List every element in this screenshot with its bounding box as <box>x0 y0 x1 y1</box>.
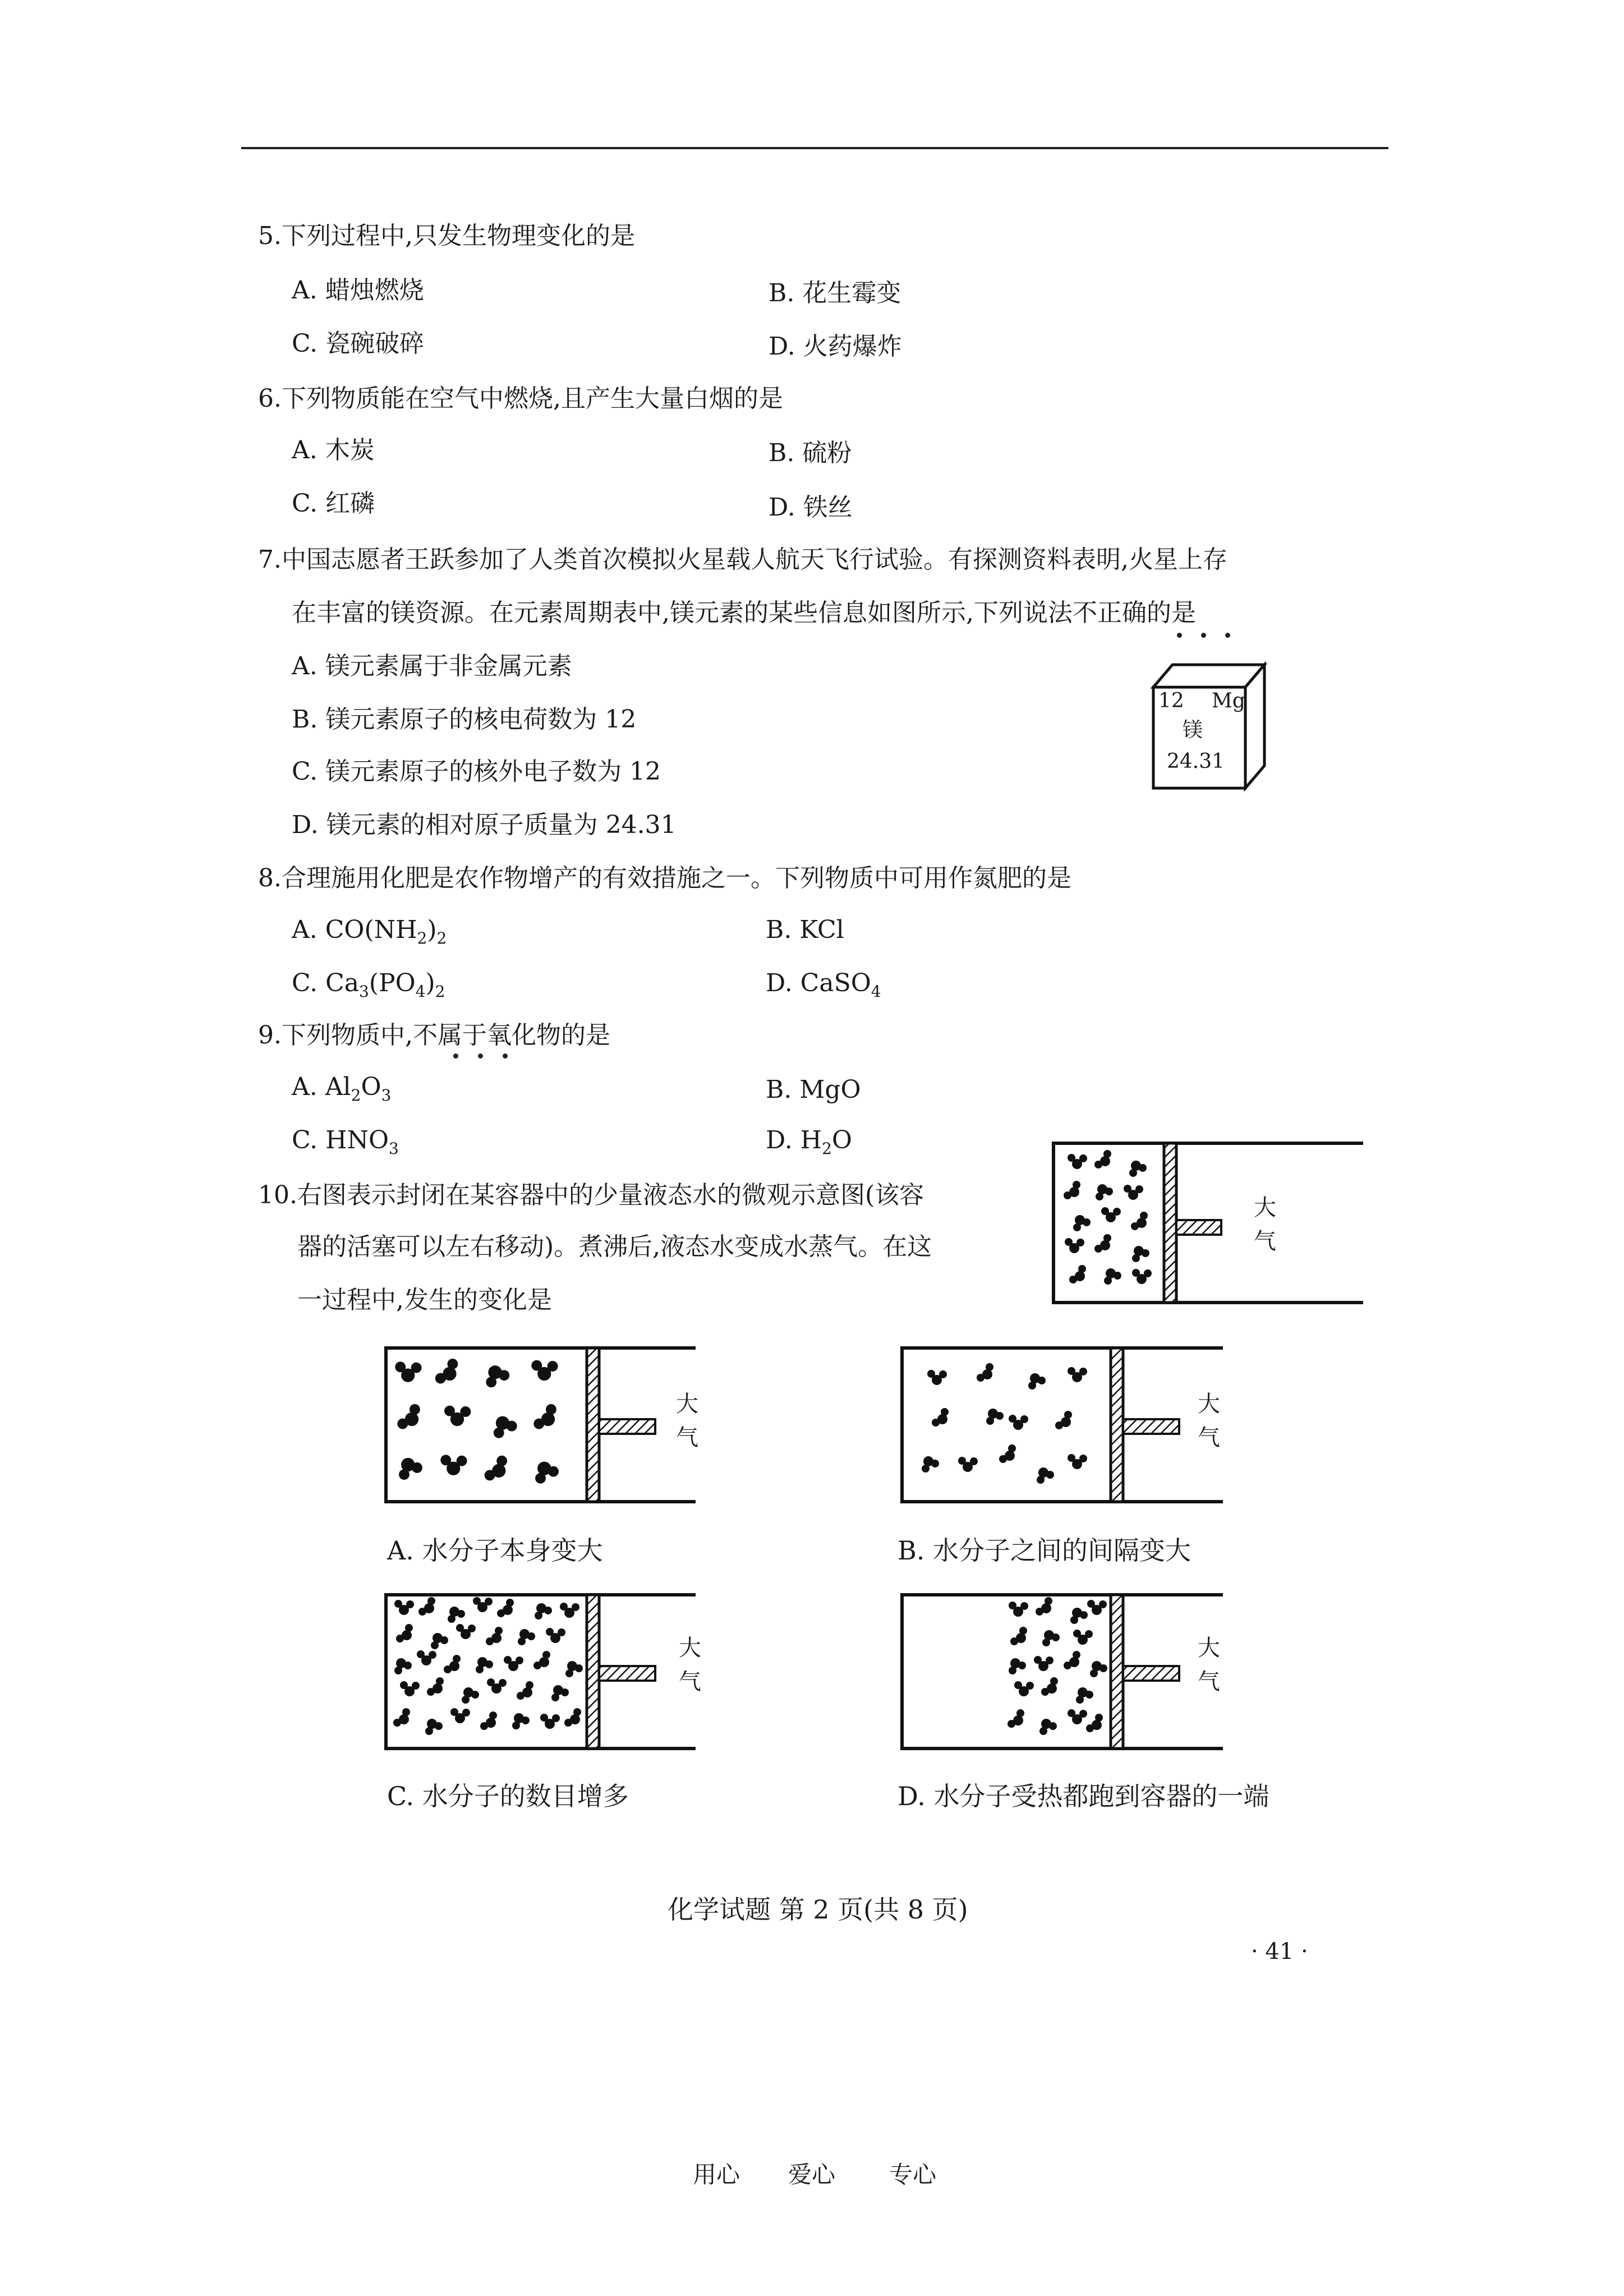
q10-stem-line2: 器的活塞可以左右移动)。煮沸后,液态水变成水蒸气。在这 <box>297 1232 932 1261</box>
q7-option-a: A. 镁元素属于非金属元素 <box>292 652 572 680</box>
q5-stem: 5.下列过程中,只发生物理变化的是 <box>258 222 635 250</box>
element-name: 镁 <box>1183 719 1203 742</box>
q10-option-d: D. 水分子受热都跑到容器的一端 <box>898 1781 1269 1811</box>
q7-option-c: C. 镁元素原子的核外电子数为 12 <box>292 757 661 786</box>
atmosphere-label: 大 <box>1198 1391 1220 1417</box>
q5-option-c: C. 瓷碗破碎 <box>292 329 425 358</box>
atmosphere-label: 气 <box>1198 1669 1220 1695</box>
atmosphere-label: 大 <box>1254 1195 1276 1221</box>
q10-option-a: A. 水分子本身变大 <box>387 1535 603 1566</box>
emphasis-dot <box>1201 633 1206 638</box>
q10-option-b: B. 水分子之间的间隔变大 <box>898 1535 1191 1566</box>
q6-option-b: B. 硫粉 <box>769 439 852 467</box>
atmosphere-label: 气 <box>679 1669 701 1695</box>
q10-option-c: C. 水分子的数目增多 <box>387 1781 629 1811</box>
option-c-diagram <box>381 1590 696 1753</box>
q5-option-b: B. 花生霉变 <box>769 279 901 307</box>
q8-option-d: D. CaSO$_4$ <box>766 969 881 1001</box>
q6-option-a: A. 木炭 <box>292 436 375 464</box>
q7-option-d: D. 镁元素的相对原子质量为 24.31 <box>292 811 677 839</box>
motto-1: 用心 <box>693 2161 740 2188</box>
option-a-diagram <box>381 1343 696 1506</box>
emphasis-dot <box>453 1053 458 1059</box>
q8-option-c: C. $Ca_3(PO_4)_2$ <box>292 969 445 1001</box>
q7-stem-line1: 7.中国志愿者王跃参加了人类首次模拟火星载人航天飞行试验。有探测资料表明,火星上存 <box>258 545 1227 574</box>
q8-option-a: A. $CO(NH_2)_2$ <box>292 915 447 947</box>
header-rule <box>241 147 1388 149</box>
emphasis-dot <box>503 1053 508 1059</box>
q8-stem: 8.合理施用化肥是农作物增产的有效措施之一。下列物质中可用作氮肥的是 <box>258 864 1071 892</box>
option-b-diagram <box>898 1343 1223 1506</box>
emphasis-dot <box>1177 633 1182 638</box>
atmosphere-label: 大 <box>1198 1635 1220 1661</box>
option-d-diagram <box>898 1590 1223 1753</box>
page-label: 化学试题 第 2 页(共 8 页) <box>668 1894 968 1925</box>
page-number: · 41 · <box>1251 1939 1308 1964</box>
q6-option-c: C. 红磷 <box>292 489 375 518</box>
q6-stem: 6.下列物质能在空气中燃烧,且产生大量白烟的是 <box>258 384 783 413</box>
q5-option-d: D. 火药爆炸 <box>769 332 902 361</box>
q9-option-b: B. MgO <box>766 1075 861 1104</box>
q6-option-d: D. 铁丝 <box>769 493 853 522</box>
emphasis-dot <box>1225 633 1230 638</box>
atmosphere-label: 气 <box>1198 1425 1220 1451</box>
q7-option-b: B. 镁元素原子的核电荷数为 12 <box>292 705 637 734</box>
atmosphere-label: 大 <box>676 1391 698 1417</box>
q9-option-c: C. $HNO_3$ <box>292 1126 399 1158</box>
element-number: 12 <box>1158 689 1184 712</box>
element-symbol: Mg <box>1212 689 1245 712</box>
q5-option-a: A. 蜡烛燃烧 <box>292 276 424 305</box>
q10-stem-line3: 一过程中,发生的变化是 <box>297 1286 552 1314</box>
element-mass: 24.31 <box>1167 750 1225 773</box>
q9-stem: 9.下列物质中,不属于氧化物的是 <box>258 1021 610 1050</box>
atmosphere-label: 大 <box>679 1635 701 1661</box>
q10-stem-line1: 10.右图表示封闭在某容器中的少量液态水的微观示意图(该容 <box>258 1181 924 1209</box>
liquid-water-diagram <box>1049 1139 1363 1307</box>
q7-stem-line2: 在丰富的镁资源。在元素周期表中,镁元素的某些信息如图所示,下列说法不正确的是 <box>292 599 1196 627</box>
atmosphere-label: 气 <box>1254 1228 1276 1254</box>
q8-option-b: B. KCl <box>766 915 844 944</box>
emphasis-dot <box>478 1053 483 1059</box>
q9-option-d: D. $H_2O$ <box>766 1126 852 1158</box>
motto-2: 爱心 <box>788 2161 836 2188</box>
q9-option-a: A. $Al_2O_3$ <box>292 1073 392 1105</box>
motto-3: 专心 <box>889 2161 937 2188</box>
atmosphere-label: 气 <box>676 1425 698 1451</box>
